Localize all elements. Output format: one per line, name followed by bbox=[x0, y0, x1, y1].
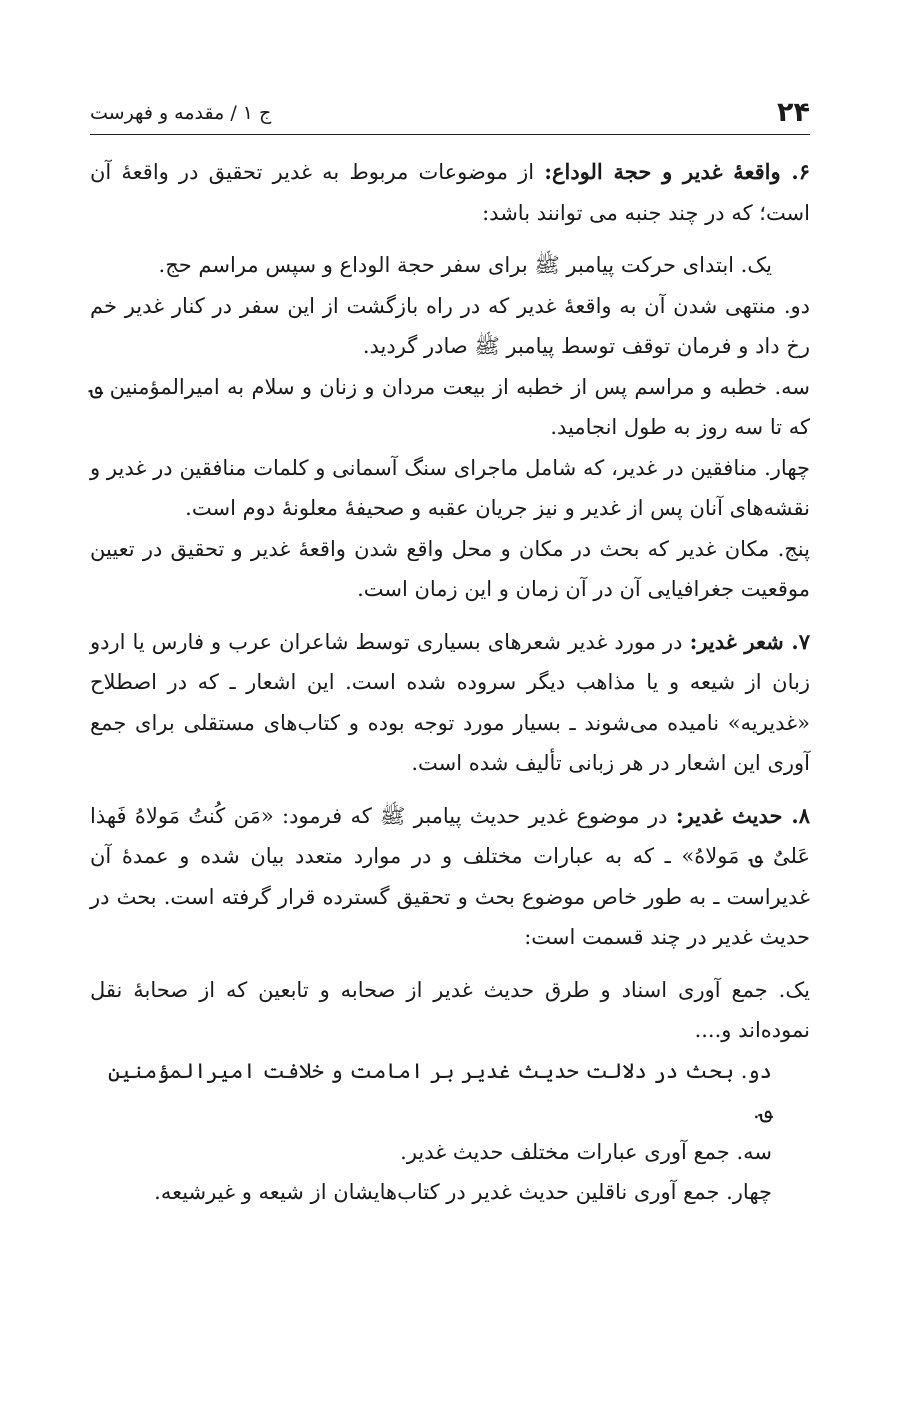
section-7-text: در مورد غدیر شعرهای بسیاری توسط شاعران عرب و فارس یا اردو زبان از شیعه و یا مذاهب دیگر سروده شده است. این اشعار ـ که در اصطلاح «غدیریه» نامیده می‌شوند ـ بسیار مورد توجه بوده و کتاب‌های مستقلی برای جمع آوری این اشعار در هر زبانی تألیف شده است. bbox=[90, 629, 810, 775]
section-6-item-4: چهار. منافقین در غدیر، که شامل ماجرای سنگ آسمانی و کلمات منافقین در غدیر و نقشه‌های آنان پس از غدیر و نیز جریان عقبه و صحیفهٔ معلونهٔ دوم است. bbox=[90, 455, 810, 520]
section-7-paragraph bbox=[90, 622, 810, 784]
section-8-item-4: چهار. جمع آوری ناقلین حدیث غدیر در کتاب‌هایشان از شیعه و غیرشیعه. bbox=[154, 1180, 772, 1204]
section-8-heading: ۸. حدیث غدیر: bbox=[675, 802, 810, 828]
section-8-text: در موضوع غدیر حدیث پیامبر ﷺ که فرمود: «مَن کُنتُ مَولاهُ فَهذا عَلیٌ ؈ مَولاهُ» ـ که به عبارات مختلف و در موارد متعدد بیان شده و عمدهٔ آن غدیراست ـ به طور خاص موضوع بحث و تحقیق گسترده قرار گرفته است. بحث در حدیث غدیر در چند قسمت است: bbox=[90, 803, 810, 949]
page-number: ۲۴ bbox=[777, 97, 810, 128]
section-6-item-3: سه. خطبه و مراسم پس از خطبه از بیعت مردان و زنان و سلام به امیرالمؤمنین ؈ که تا سه روز به طول انجامید. bbox=[90, 374, 810, 439]
section-6-item-2: دو. منتهی شدن آن به واقعهٔ غدیر که در راه بازگشت از این سفر در کنار غدیر خم رخ داد و فرمان توقف توسط پیامبر ﷺ صادر گردید. bbox=[90, 293, 810, 358]
section-6-item-1: یک. ابتدای حرکت پیامبر ﷺ برای سفر حجة الوداع و سپس مراسم حج. bbox=[158, 253, 772, 277]
section-6-heading: ۶. واقعهٔ غدیر و حجة الوداع: bbox=[544, 159, 811, 184]
section-6-item-5: پنج. مکان غدیر که بحث در مکان و محل واقع شدن واقعهٔ غدیر و تحقیق در تعیین موقعیت جغرافیایی آن در آن زمان و این زمان است. bbox=[90, 536, 810, 601]
running-title: ج ۱ / مقدمه و فهرست bbox=[90, 102, 272, 124]
section-8-item-2: دو. بحث در دلالت حدیث غدیر بر امامت و خلافت امیرالمؤمنین ؈. bbox=[107, 1058, 772, 1123]
page-body bbox=[90, 152, 810, 1213]
section-8-item-1: یک. جمع آوری اسناد و طرق حدیث غدیر از صحابه و تابعین که از صحابهٔ نقل نموده‌اند و.... bbox=[90, 977, 810, 1042]
page-header bbox=[90, 88, 810, 135]
section-6-text: از موضوعات مربوط به غدیر تحقیق در واقعهٔ آن است؛ که در چند جنبه می توانند باشد: bbox=[90, 160, 810, 225]
section-7-heading: ۷. شعر غدیر: bbox=[689, 628, 811, 654]
section-8-paragraph bbox=[90, 796, 810, 958]
section-6-paragraph bbox=[90, 152, 810, 233]
section-8-item-3: سه. جمع آوری عبارات مختلف حدیث غدیر. bbox=[400, 1139, 772, 1164]
